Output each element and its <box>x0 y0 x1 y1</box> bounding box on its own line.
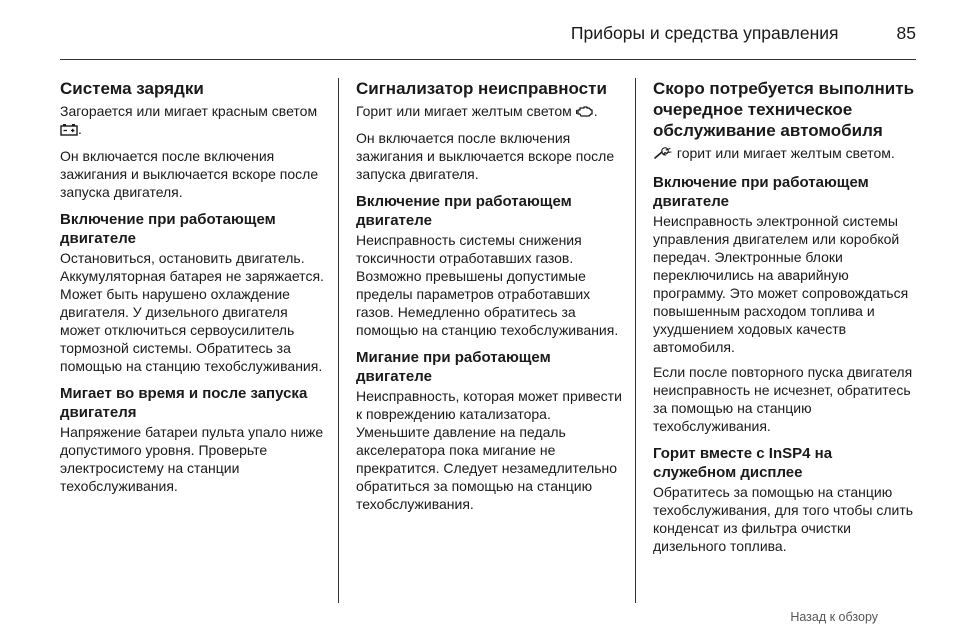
subsection-title: Горит вместе с InSP4 на служебном дисплее <box>653 445 833 481</box>
page-number: 85 <box>896 22 916 43</box>
column-service-soon <box>653 78 917 562</box>
battery-icon <box>60 122 78 140</box>
subsection-title: Включение при работающем двигателе <box>653 174 869 210</box>
paragraph: Неисправность системы снижения токсичности отработавших газов. Возможно превышены допустимые пределы параметров отработавших газов. Немедленно обратитесь за помощью на станцию техобслуживания. <box>356 232 619 338</box>
paragraph: Напряжение батареи пульта упало ниже допустимого уровня. Проверьте электросистему на станции техобслуживания. <box>60 424 324 494</box>
column-divider-2 <box>635 78 636 603</box>
paragraph-text: горит или мигает желтым светом. <box>676 145 895 161</box>
paragraph: Неисправность, которая может привести к повреждению катализатора. Уменьшите давление на педаль акселератора пока мигание не прекратится. Следует незамедлительно обратиться за помощью на станцию техобслуживания. <box>356 388 622 512</box>
paragraph: Он включается после включения зажигания и выключается вскоре после запуска двигателя. <box>60 148 319 200</box>
paragraph <box>60 102 330 140</box>
column-divider-1 <box>338 78 339 603</box>
paragraph: Обратитесь за помощью на станцию техобслуживания, для того чтобы слить конденсат из фильтра очистки дизельного топлива. <box>653 484 914 554</box>
paragraph-text: Загорается или мигает красным светом <box>60 103 318 119</box>
subsection-title: Включение при работающем двигателе <box>356 193 572 229</box>
back-to-overview-link[interactable]: Назад к обзору <box>790 610 878 624</box>
subsection-title: Мигание при работающем двигателе <box>356 349 551 385</box>
section-title: Сигнализатор неисправности <box>356 79 607 98</box>
paragraph: Если после повторного пуска двигателя неисправность не исчезнет, обратитесь за помощью на станцию техобслуживания. <box>653 364 913 434</box>
paragraph: Неисправность электронной системы управления двигателем или коробкой передач. Электронные блоки переключились на аварийную программу. Это может сопровождаться повышенным расходом топлива и ухудшением ходовых качеств автомобиля. <box>653 213 909 355</box>
page-header <box>571 18 916 48</box>
paragraph-text-end: . <box>78 121 82 137</box>
section-title: Скоро потребуется выполнить очередное техническое обслуживание автомобиля <box>653 79 915 140</box>
column-malfunction-indicator <box>356 78 622 520</box>
paragraph: Остановиться, остановить двигатель. Аккумуляторная батарея не заряжается. Может быть нарушено охлаждение двигателя. У дизельного двигателя может отключиться сервоусилитель тормозной системы. Обратитесь за помощью на станцию техобслуживания. <box>60 250 324 374</box>
subsection-title: Мигает во время и после запуска двигателя <box>60 385 308 421</box>
wrench-icon <box>653 146 673 164</box>
page-title: Приборы и средства управления <box>570 22 839 43</box>
paragraph-text: Горит или мигает желтым светом <box>356 103 572 119</box>
section-title: Система зарядки <box>60 79 204 98</box>
column-charging-system <box>60 78 330 502</box>
subsection-title: Включение при работающем двигателе <box>60 211 276 247</box>
paragraph <box>356 102 622 122</box>
paragraph <box>653 144 917 164</box>
engine-icon <box>576 104 594 122</box>
paragraph: Он включается после включения зажигания и выключается вскоре после запуска двигателя. <box>356 130 615 182</box>
paragraph-text-end: . <box>593 103 598 119</box>
header-divider <box>60 59 916 60</box>
